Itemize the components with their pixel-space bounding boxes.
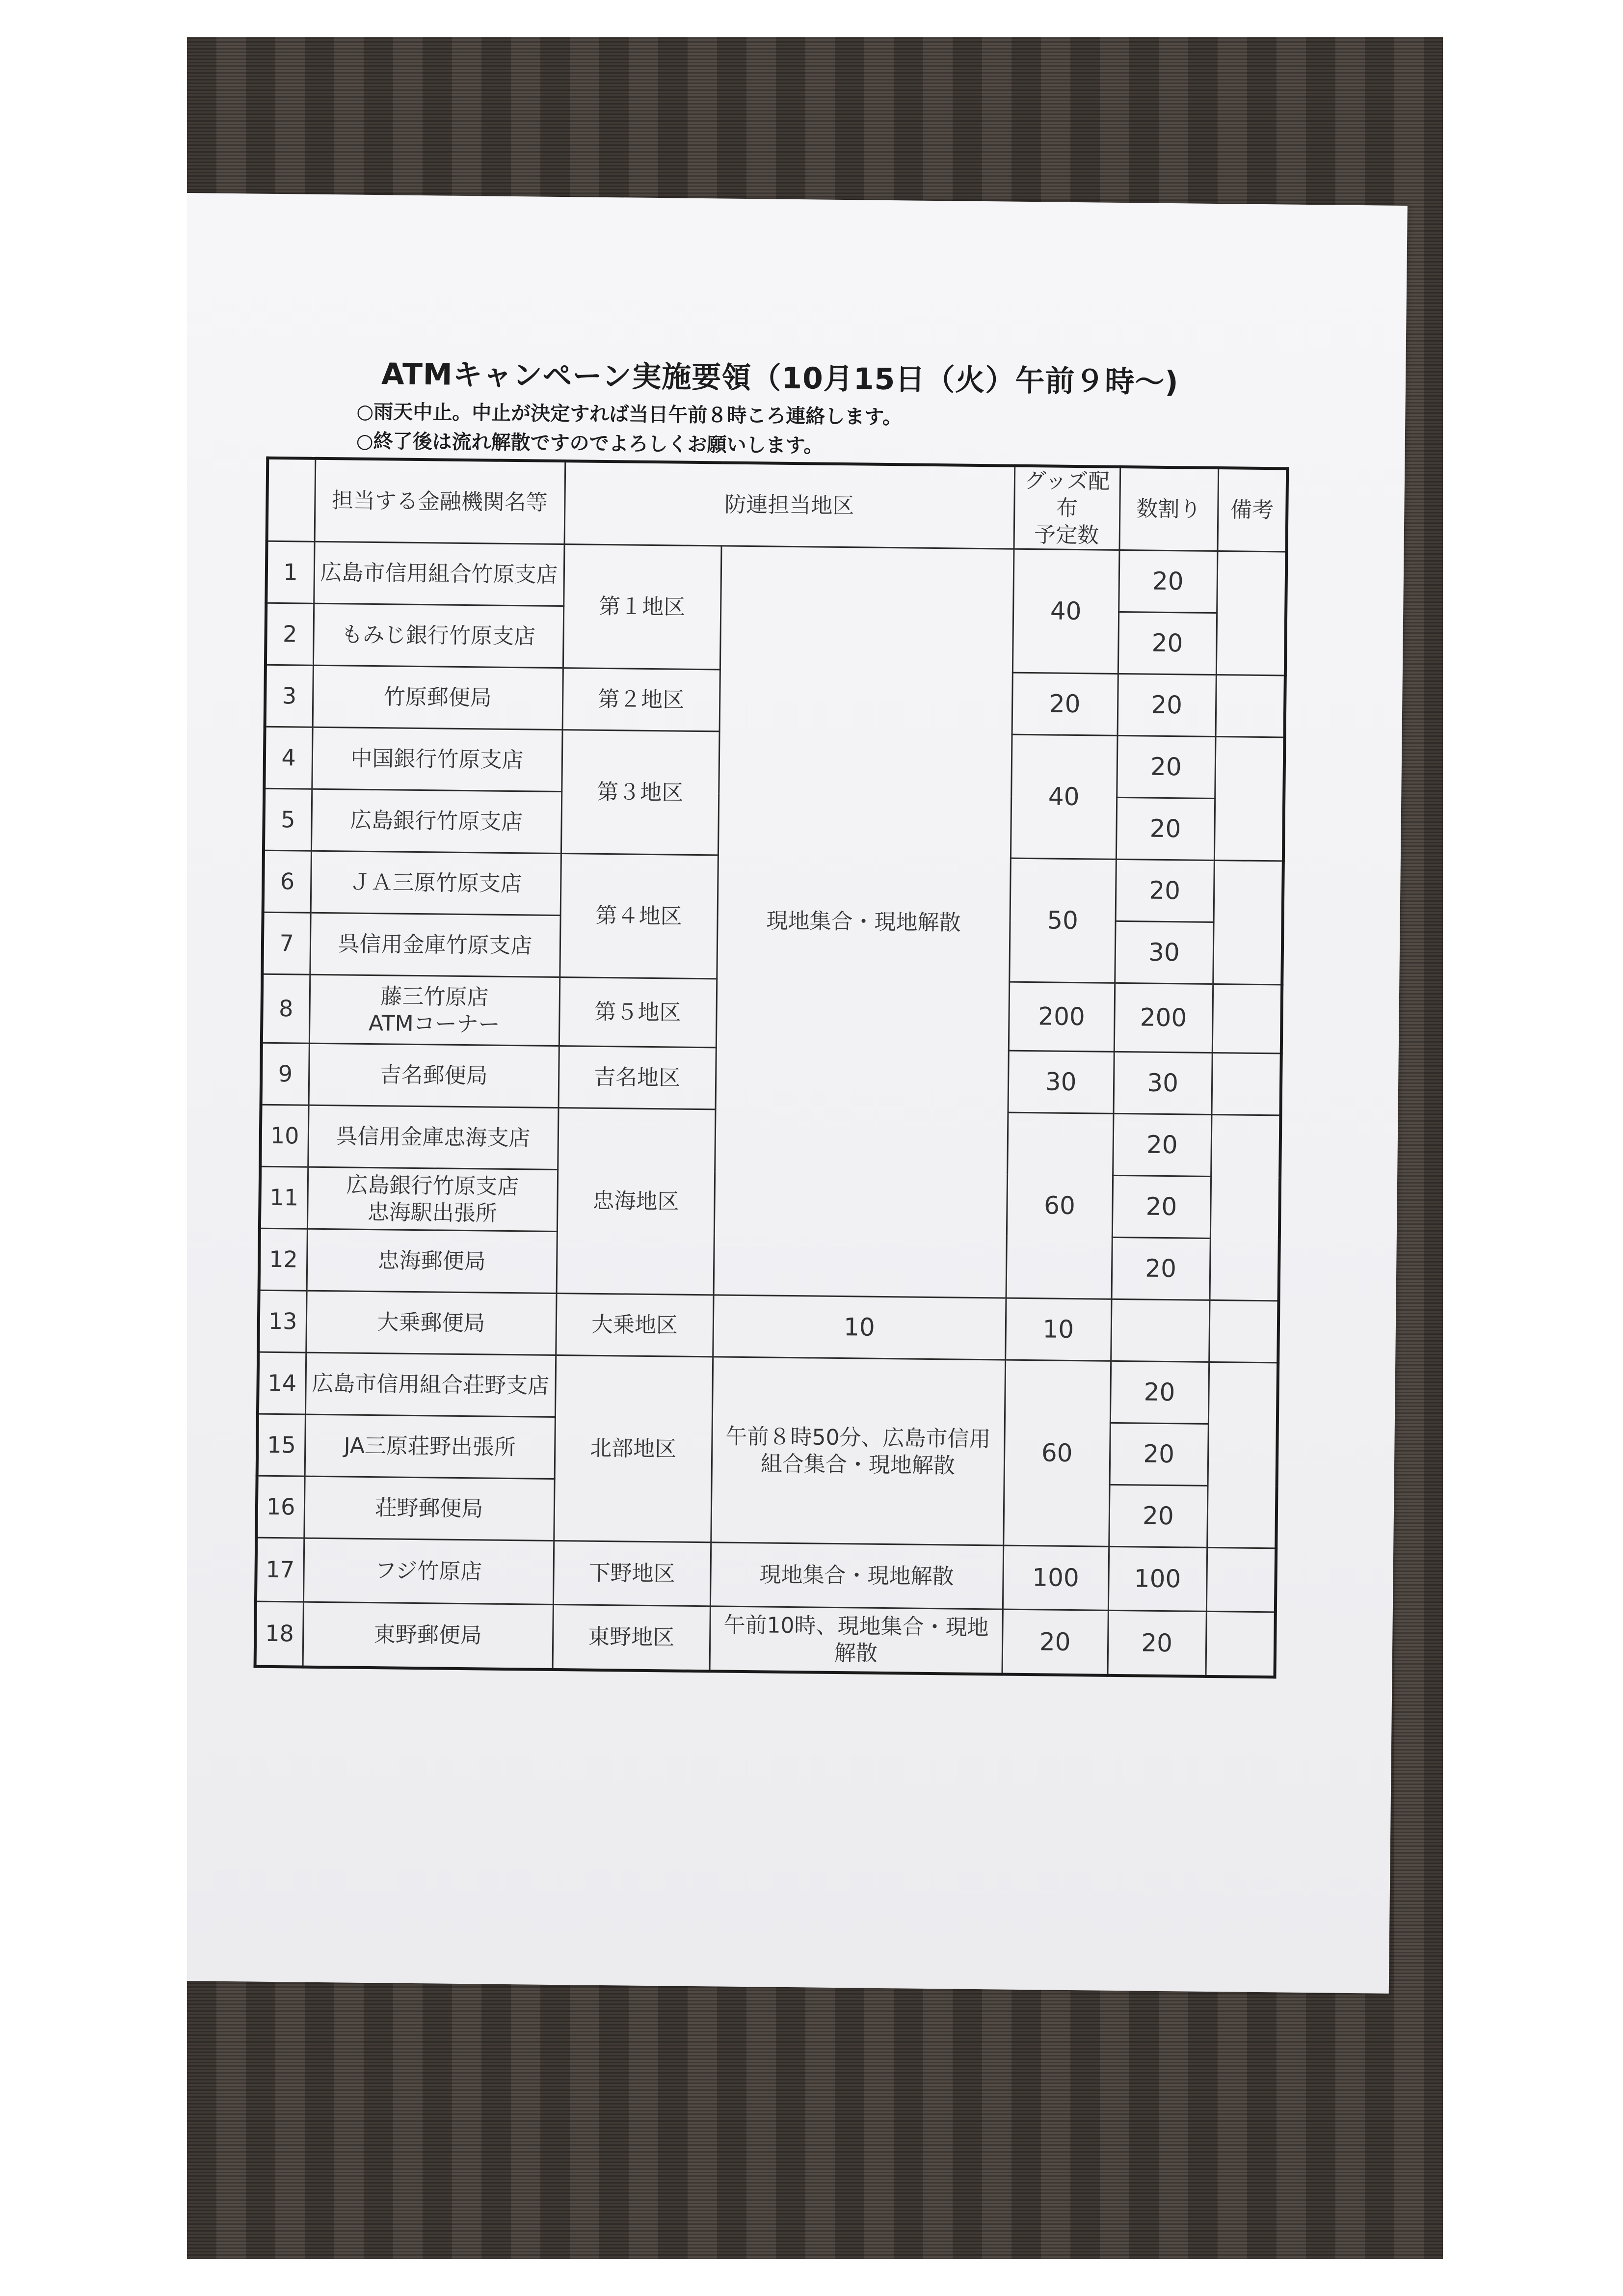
institution-name: 広島市信用組合竹原支店 (314, 541, 564, 606)
header-goods-line2: 予定数 (1034, 522, 1099, 548)
table-row (255, 1601, 1276, 1677)
district-name: 北部地区 (554, 1355, 713, 1542)
row-number: 14 (258, 1352, 306, 1414)
split-count: 20 (1118, 550, 1217, 613)
split-count: 20 (1110, 1423, 1208, 1486)
meeting-instructions: 午前８時50分、広島市信用組合集合・現地解散 (711, 1357, 1005, 1545)
split-count: 20 (1109, 1485, 1207, 1547)
institution-name: 呉信用金庫忠海支店 (308, 1105, 558, 1169)
split-count: 20 (1118, 612, 1217, 675)
goods-count: 40 (1012, 549, 1119, 674)
district-name: 吉名地区 (559, 1046, 716, 1109)
split-count: 20 (1117, 735, 1215, 798)
institution-name-line2: ATMコーナー (368, 1010, 500, 1037)
split-count: 20 (1117, 674, 1216, 736)
row-number: 15 (257, 1414, 305, 1476)
institution-name (309, 974, 559, 1046)
note-rain: ○雨天中止。中止が決定すれば当日午前８時ころ連絡します。 (356, 400, 903, 429)
institution-name: もみじ銀行竹原支店 (313, 603, 563, 668)
row-number: 1 (266, 541, 314, 603)
header-remarks: 備考 (1217, 468, 1287, 552)
row-number: 6 (263, 850, 311, 913)
institution-name: 中国銀行竹原支店 (312, 727, 562, 791)
header-row (267, 458, 1288, 552)
institution-name: 広島市信用組合荘野支店 (305, 1352, 556, 1417)
row-number: 13 (258, 1290, 306, 1352)
row-number: 8 (262, 974, 310, 1043)
row-number: 4 (264, 727, 312, 789)
row-number: 17 (256, 1538, 304, 1602)
row-number: 9 (261, 1043, 309, 1105)
institution-name: 広島銀行竹原支店 (311, 789, 561, 853)
table-row (256, 1538, 1276, 1612)
goods-count: 30 (1008, 1051, 1114, 1113)
header-goods-line1: グッズ配布 (1024, 468, 1110, 521)
goods-count: 10 (713, 1295, 1006, 1360)
remarks-cell (1212, 984, 1282, 1053)
header-number (267, 458, 316, 542)
row-number: 2 (266, 603, 314, 665)
row-number: 3 (265, 665, 313, 727)
remarks-cell (1111, 1299, 1209, 1362)
split-count: 200 (1114, 983, 1213, 1053)
split-count: 20 (1116, 797, 1215, 860)
split-count: 20 (1107, 1610, 1206, 1676)
institution-name: ＪＡ三原竹原支店 (311, 851, 561, 915)
split-count: 20 (1112, 1175, 1211, 1238)
header-split: 数割り (1119, 467, 1218, 551)
table-row (258, 1352, 1278, 1425)
goods-count: 40 (1011, 734, 1117, 859)
schedule-table (254, 457, 1289, 1678)
split-count: 30 (1115, 921, 1213, 984)
split-count: 20 (1116, 859, 1214, 922)
district-name: 第１地区 (563, 544, 721, 670)
district-name: 大乗地区 (556, 1294, 713, 1357)
row-number: 7 (262, 912, 310, 974)
meeting-instructions: 現地集合・現地解散 (714, 546, 1014, 1298)
header-district: 防連担当地区 (564, 461, 1015, 549)
institution-name-line1: 広島銀行竹原支店 (346, 1172, 519, 1199)
institution-name-line1: 藤三竹原店 (380, 983, 489, 1010)
institution-name (307, 1167, 558, 1231)
district-name: 第５地区 (559, 977, 717, 1048)
district-name: 第２地区 (562, 668, 720, 731)
header-goods (1013, 466, 1120, 550)
district-name: 第３地区 (561, 730, 719, 855)
district-name: 東野地区 (553, 1604, 710, 1671)
remarks-cell (1216, 675, 1285, 737)
goods-count: 100 (1003, 1545, 1109, 1610)
row-number: 16 (256, 1476, 304, 1538)
goods-count: 60 (1006, 1112, 1114, 1299)
table-row (266, 541, 1286, 614)
remarks-cell (1216, 551, 1287, 675)
remarks-cell (1213, 860, 1283, 984)
goods-count: 60 (1003, 1360, 1111, 1546)
meeting-instructions: 現地集合・現地解散 (710, 1542, 1003, 1609)
district-name: 下野地区 (553, 1540, 711, 1606)
paper-sheet (187, 193, 1408, 1994)
goods-count: 200 (1009, 982, 1115, 1052)
institution-name: 東野郵便局 (303, 1602, 553, 1669)
split-count: 20 (1110, 1361, 1209, 1424)
photo-background (187, 37, 1443, 2259)
goods-count: 50 (1009, 858, 1116, 983)
split-count: 100 (1108, 1546, 1207, 1611)
row-number: 18 (255, 1601, 303, 1667)
remarks-cell (1205, 1611, 1275, 1676)
institution-name: 吉名郵便局 (309, 1043, 559, 1107)
row-number: 12 (259, 1228, 307, 1291)
institution-name: 竹原郵便局 (313, 665, 563, 729)
row-number: 10 (260, 1105, 308, 1167)
institution-name: 大乗郵便局 (306, 1291, 556, 1355)
row-number: 5 (264, 788, 312, 851)
row-number: 11 (260, 1166, 308, 1229)
split-count: 10 (1005, 1298, 1111, 1361)
institution-name: 荘野郵便局 (304, 1476, 554, 1540)
goods-count: 20 (1012, 673, 1118, 735)
institution-name-line2: 忠海駅出張所 (367, 1199, 498, 1226)
split-count: 30 (1113, 1052, 1212, 1114)
institution-name: JA三原荘野出張所 (305, 1414, 555, 1479)
table-row (258, 1290, 1278, 1363)
institution-name: 呉信用金庫竹原支店 (310, 913, 560, 977)
district-name: 忠海地区 (557, 1108, 716, 1295)
district-name: 第４地区 (559, 854, 718, 979)
remarks-cell (1214, 737, 1285, 861)
remarks-cell (1206, 1547, 1276, 1612)
document-title: ATMキャンペーン実施要領（10月15日（火）午前９時～) (381, 357, 1179, 400)
remarks-cell (1211, 1053, 1281, 1115)
institution-name: 忠海郵便局 (307, 1229, 557, 1293)
remarks-cell (1207, 1362, 1278, 1548)
remarks-cell (1209, 1114, 1280, 1300)
goods-count: 20 (1002, 1609, 1108, 1675)
meeting-instructions: 午前10時、現地集合・現地解散 (710, 1606, 1003, 1674)
institution-name: フジ竹原店 (303, 1538, 554, 1604)
split-count: 20 (1112, 1237, 1210, 1300)
header-institution: 担当する金融機関名等 (315, 459, 565, 544)
split-count: 20 (1113, 1113, 1211, 1176)
note-dismissal: ○終了後は流れ解散ですのでよろしくお願いします。 (356, 430, 824, 458)
